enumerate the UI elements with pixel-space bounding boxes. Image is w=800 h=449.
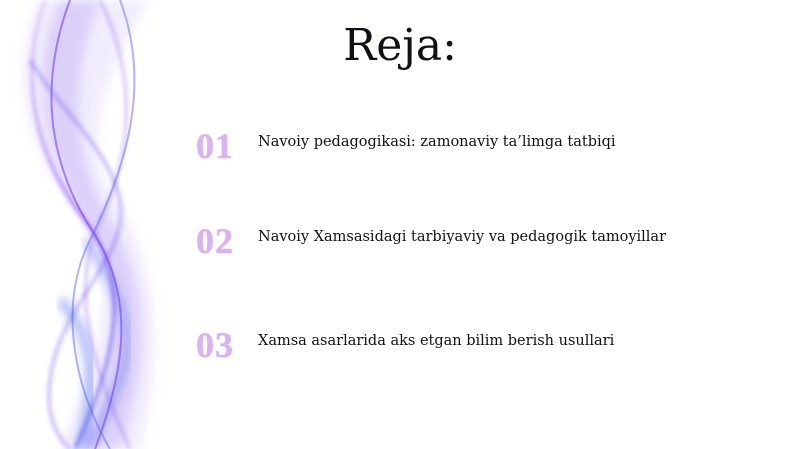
agenda-item-number: 02 — [196, 221, 234, 261]
agenda-item-text: Xamsa asarlarida aks etgan bilim berish usullari — [258, 333, 615, 349]
agenda-item-number: 01 — [196, 126, 234, 166]
slide-title: Reja: — [343, 20, 457, 71]
agenda-item — [196, 325, 614, 365]
agenda-item-text: Navoiy pedagogikasi: zamonaviy ta’limga tatbiqi — [258, 134, 616, 150]
agenda-item — [196, 221, 666, 261]
agenda-item — [196, 126, 616, 166]
agenda-item-text: Navoiy Xamsasidagi tarbiyaviy va pedagogik tamoyillar — [258, 229, 667, 245]
agenda-item-number: 03 — [196, 325, 234, 365]
